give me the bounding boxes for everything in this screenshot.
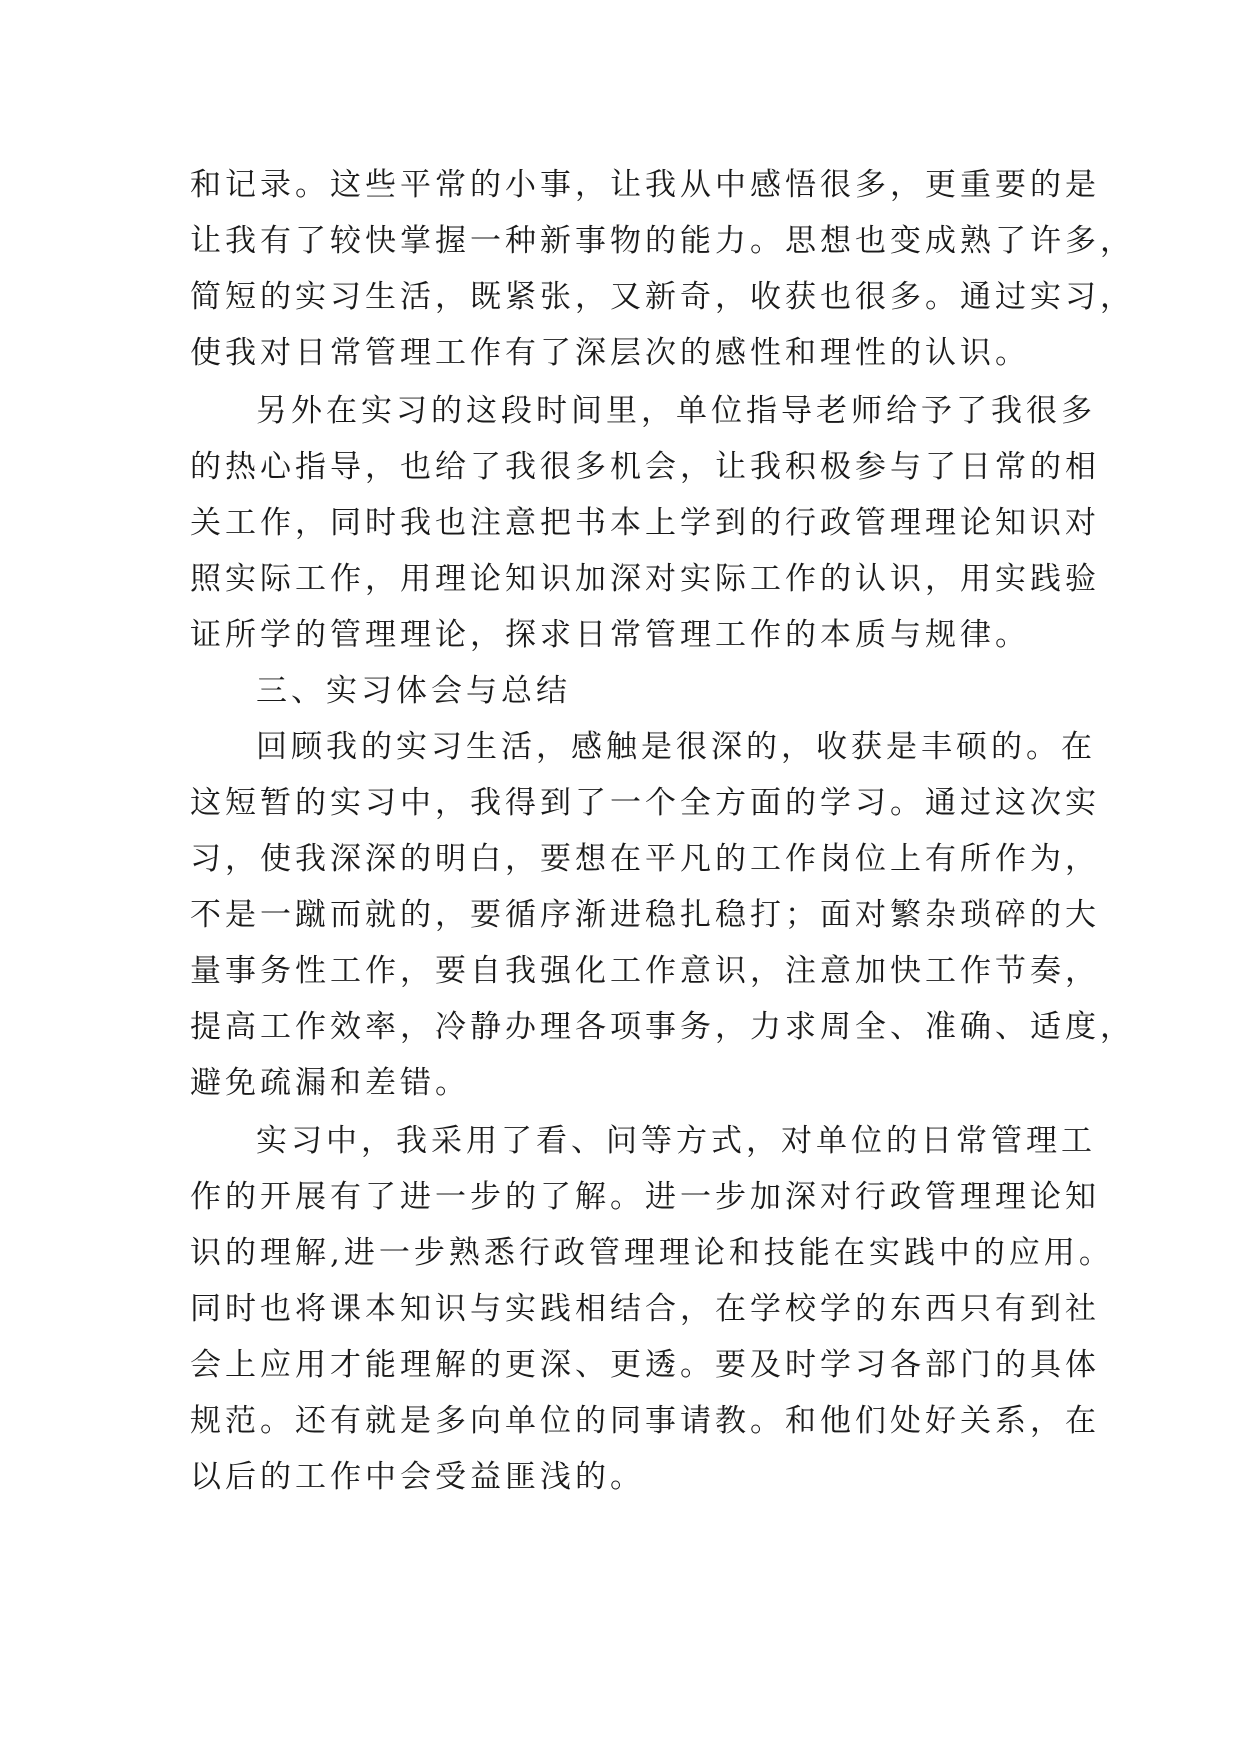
text-line: 关工作，同时我也注意把书本上学到的行政管理理论知识对 (190, 505, 1100, 541)
paragraph-first-line: 实习中，我采用了看、问等方式，对单位的日常管理工 (256, 1123, 1096, 1159)
text-line: 量事务性工作，要自我强化工作意识，注意加快工作节奏， (190, 953, 1100, 989)
text-line: 识的理解,进一步熟悉行政管理理论和技能在实践中的应用。 (190, 1235, 1114, 1271)
text-line: 会上应用才能理解的更深、更透。要及时学习各部门的具体 (190, 1347, 1100, 1383)
text-line: 以后的工作中会受益匪浅的。 (190, 1459, 645, 1495)
section-heading: 三、实习体会与总结 (256, 673, 571, 709)
text-line: 避免疏漏和差错。 (190, 1065, 470, 1101)
text-line: 同时也将课本知识与实践相结合，在学校学的东西只有到社 (190, 1291, 1100, 1327)
text-line: 规范。还有就是多向单位的同事请教。和他们处好关系，在 (190, 1403, 1100, 1439)
text-line: 和记录。这些平常的小事，让我从中感悟很多，更重要的是 (190, 167, 1100, 203)
text-line: 简短的实习生活，既紧张，又新奇，收获也很多。通过实习， (190, 279, 1135, 315)
text-line: 的热心指导，也给了我很多机会，让我积极参与了日常的相 (190, 449, 1100, 485)
text-line: 作的开展有了进一步的了解。进一步加深对行政管理理论知 (190, 1179, 1100, 1215)
text-line: 让我有了较快掌握一种新事物的能力。思想也变成熟了许多， (190, 223, 1135, 259)
paragraph-first-line: 回顾我的实习生活，感触是很深的，收获是丰硕的。在 (256, 729, 1096, 765)
text-line: 证所学的管理理论，探求日常管理工作的本质与规律。 (190, 617, 1030, 653)
text-line: 不是一蹴而就的，要循序渐进稳扎稳打；面对繁杂琐碎的大 (190, 897, 1100, 933)
text-line: 习，使我深深的明白，要想在平凡的工作岗位上有所作为， (190, 841, 1100, 877)
text-line: 提高工作效率，冷静办理各项事务，力求周全、准确、适度， (190, 1009, 1135, 1045)
text-line: 照实际工作，用理论知识加深对实际工作的认识，用实践验 (190, 561, 1100, 597)
text-line: 这短暂的实习中，我得到了一个全方面的学习。通过这次实 (190, 785, 1100, 821)
text-line: 使我对日常管理工作有了深层次的感性和理性的认识。 (190, 335, 1030, 371)
paragraph-first-line: 另外在实习的这段时间里，单位指导老师给予了我很多 (256, 393, 1096, 429)
